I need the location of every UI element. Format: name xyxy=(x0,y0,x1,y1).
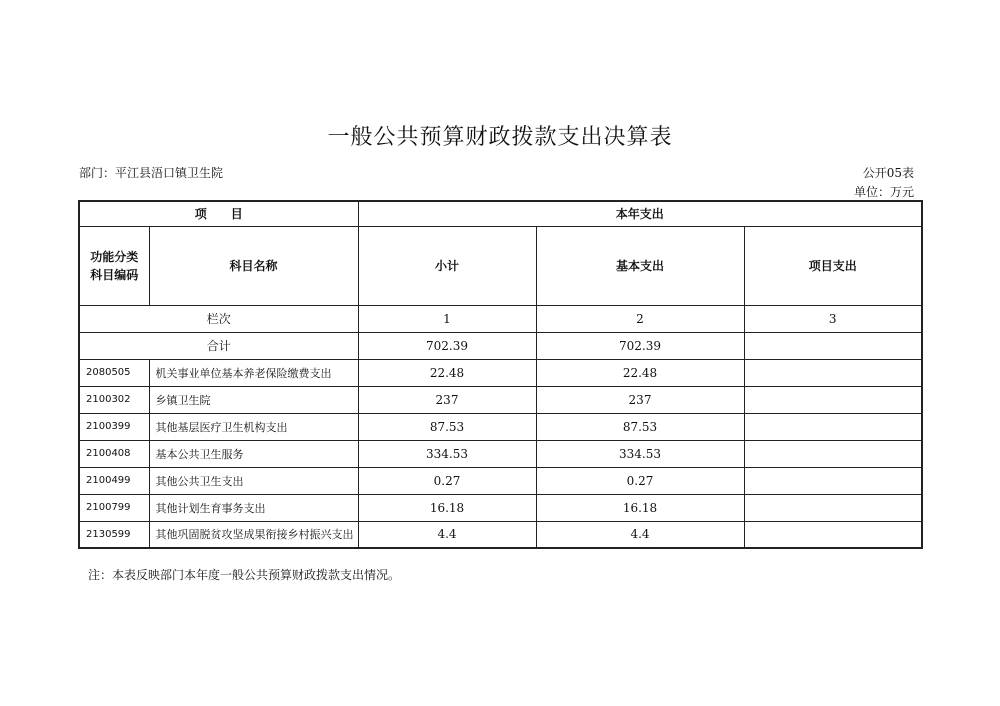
row-code: 2100408 xyxy=(79,440,149,467)
table-row xyxy=(79,521,922,548)
row-project xyxy=(744,467,922,494)
row-basic: 4.4 xyxy=(536,521,744,548)
row-subtotal: 4.4 xyxy=(358,521,536,548)
row-code: 2100799 xyxy=(79,494,149,521)
header-subtotal: 小计 xyxy=(358,226,536,305)
row-subtotal: 334.53 xyxy=(358,440,536,467)
header-item-expenditure: 项目支出 xyxy=(744,226,922,305)
row-subtotal: 0.27 xyxy=(358,467,536,494)
row-project xyxy=(744,440,922,467)
header-current-year: 本年支出 xyxy=(358,201,922,226)
row-basic: 87.53 xyxy=(536,413,744,440)
row-name: 基本公共卫生服务 xyxy=(149,440,358,467)
unit-label: 单位：万元 xyxy=(853,185,914,199)
column-index-3: 3 xyxy=(744,305,922,332)
header-subject-name: 科目名称 xyxy=(149,226,358,305)
row-code: 2100399 xyxy=(79,413,149,440)
row-name: 其他公共卫生支出 xyxy=(149,467,358,494)
table-row xyxy=(79,413,922,440)
row-project xyxy=(744,494,922,521)
expenditure-table xyxy=(78,200,923,549)
row-code: 2130599 xyxy=(79,521,149,548)
total-row xyxy=(79,332,922,359)
column-index-2: 2 xyxy=(536,305,744,332)
header-basic: 基本支出 xyxy=(536,226,744,305)
row-basic: 237 xyxy=(536,386,744,413)
row-subtotal: 22.48 xyxy=(358,359,536,386)
row-basic: 16.18 xyxy=(536,494,744,521)
row-name: 机关事业单位基本养老保险缴费支出 xyxy=(149,359,358,386)
row-code: 2080505 xyxy=(79,359,149,386)
row-subtotal: 16.18 xyxy=(358,494,536,521)
row-project xyxy=(744,413,922,440)
column-index-label: 栏次 xyxy=(79,305,358,332)
header-func-code: 功能分类 科目编码 xyxy=(79,226,149,305)
row-basic: 0.27 xyxy=(536,467,744,494)
row-project xyxy=(744,359,922,386)
row-subtotal: 87.53 xyxy=(358,413,536,440)
row-name: 其他计划生育事务支出 xyxy=(149,494,358,521)
column-index-1: 1 xyxy=(358,305,536,332)
total-basic: 702.39 xyxy=(536,332,744,359)
table-note: 注：本表反映部门本年度一般公共预算财政拨款支出情况。 xyxy=(88,568,401,582)
form-number: 公开05表 xyxy=(862,166,914,180)
table-row xyxy=(79,359,922,386)
table-row xyxy=(79,494,922,521)
row-code: 2100302 xyxy=(79,386,149,413)
department-label: 部门：平江县浯口镇卫生院 xyxy=(79,166,224,180)
table-row xyxy=(79,386,922,413)
total-label: 合计 xyxy=(79,332,358,359)
row-name: 其他基层医疗卫生机构支出 xyxy=(149,413,358,440)
header-project: 项 目 xyxy=(79,201,358,226)
row-basic: 334.53 xyxy=(536,440,744,467)
row-project xyxy=(744,521,922,548)
total-project xyxy=(744,332,922,359)
table-row xyxy=(79,440,922,467)
row-basic: 22.48 xyxy=(536,359,744,386)
row-project xyxy=(744,386,922,413)
row-name: 其他巩固脱贫攻坚成果衔接乡村振兴支出 xyxy=(149,521,358,548)
total-subtotal: 702.39 xyxy=(358,332,536,359)
table-row xyxy=(79,467,922,494)
row-subtotal: 237 xyxy=(358,386,536,413)
row-code: 2100499 xyxy=(79,467,149,494)
page-title: 一般公共预算财政拨款支出决算表 xyxy=(327,125,673,150)
row-name: 乡镇卫生院 xyxy=(149,386,358,413)
column-index-row xyxy=(79,305,922,332)
